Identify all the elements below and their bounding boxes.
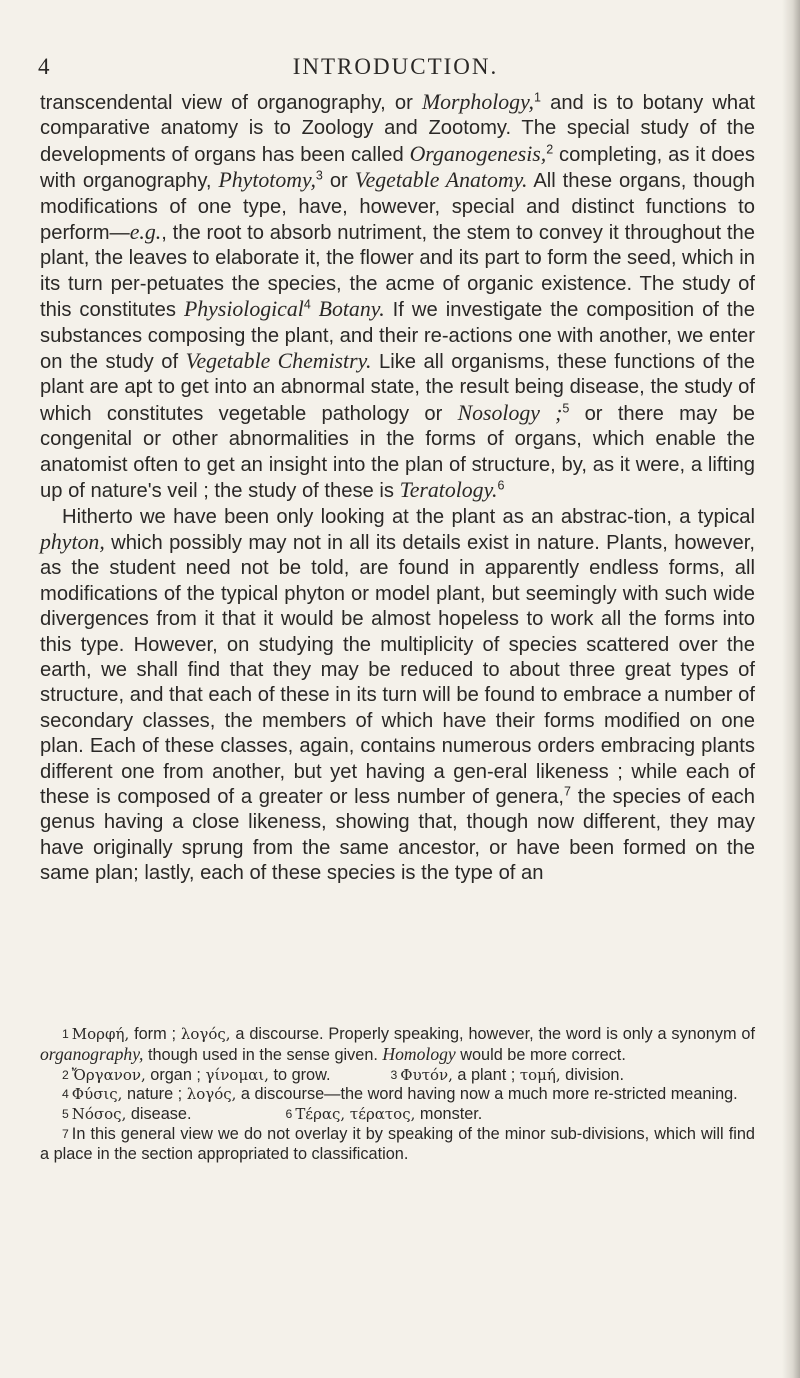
footnote-number: 5 [62,1107,69,1122]
term-nosology: Nosology ; [457,400,563,425]
footnote-ref-5: 5 [562,401,570,416]
greek-word: γίνομαι, [205,1065,269,1084]
greek-word: τομή, [519,1065,561,1084]
text-run: the species of each genus having a close likeness, showing that, though now different, they may have originally sprung from the same ancestor, or have been formed on the same plan; lastly, each of these species is the type of an [40,785,755,885]
footnote-number: 2 [62,1067,69,1082]
text-run: a plant ; [452,1065,520,1084]
footnote-ref-6: 6 [497,478,505,493]
text-run: or [322,170,355,193]
greek-word: Νόσος, [71,1105,127,1124]
footnotes [40,1025,755,1165]
text-run: All these organs, though modifications of one type, have, however, special and distinct functions to perform— [40,170,755,245]
text-run: Like all organisms, these functions of the plant are apt to get into an abnormal state, the result being disease, the study of which constitutes vegetable pathology or [40,351,755,425]
term-eg: e.g. [129,220,162,245]
term-organogenesis: Organogenesis, [409,141,547,166]
footnote-2-and-3 [40,1066,755,1086]
text-run: would be more correct. [455,1045,626,1064]
text-run: a discourse. Properly speaking, however, the word is only a synonym of [230,1025,755,1043]
greek-word: Φυτόν, [400,1065,453,1084]
greek-word: Φύσις, [71,1085,123,1104]
term-teratology: Teratology. [399,478,498,503]
text-run: , the root to absorb nutriment, the stem to convey it throughout the plant, the leaves to elaborate it, the flower and its part to form the seed, which in its turn per-petuates the species, the acme of organic existence. The study of this constitutes [40,222,755,322]
greek-word: Ὄργανον, [71,1065,146,1084]
page-edge-shadow [782,0,800,1378]
term-physiological: Physiological [183,297,304,322]
footnote-ref-2: 2 [546,142,554,157]
footnote-ref-4: 4 [303,297,311,312]
footnote-number: 1 [62,1027,69,1041]
term-vegetable-chemistry: Vegetable Chemistry. [185,349,372,374]
text-run: disease. [126,1105,192,1124]
text-run: which possibly may not in all its details exist in nature. Plants, however, as the student need not be told, are found in apparently endless forms, all modifications of the typical phyton or model plant, but seemingly with such wide divergences from it that it would be almost hopeless to work all the forms into this type. However, on studying the multiplicity of species scattered over the earth, we shall find that they may be reduced to about three great types of structure, and that each of these in its turn will be found to embrace a number of secondary classes, the members of which have their forms modified on one plan. Each of these classes, again, contains numerous orders embracing plants different one from another, but yet having a gen-eral likeness ; while each of these is composed of a greater or less number of genera, [40,531,755,808]
text-run: Hitherto we have been only looking at the plant as an abstrac-tion, a typical [62,505,755,528]
paragraph-1 [40,90,755,505]
term-botany: Botany. [310,297,385,322]
text-run: nature ; [122,1085,187,1104]
footnote-ref-1: 1 [534,90,541,105]
footnote-number: 4 [62,1087,69,1102]
text-run: a discourse—the word having now a much more re-stricted meaning. [236,1085,738,1104]
page-number: 4 [38,54,51,79]
text-run: In this general view we do not overlay it by speaking of the minor sub-divisions, which will find a place in the section appropriated to classification. [40,1124,755,1163]
text-run: to grow. [268,1065,331,1084]
text-run: though used in the sense given. [143,1045,383,1064]
page-header [38,54,753,84]
footnote-7 [40,1125,755,1165]
text-run: division. [560,1065,625,1084]
term-organography: organography, [40,1043,144,1064]
term-homology: Homology [382,1043,456,1064]
footnote-5-and-6 [40,1105,755,1125]
term-phytotomy: Phytotomy, [218,168,316,193]
paragraph-2 [40,505,755,887]
text-run: transcendental view of organography, or [40,92,422,114]
body-text [40,90,755,887]
text-run: and is to botany what comparative anatomy is to Zoology and Zootomy. The special study of the developments of organs has been called [40,92,755,166]
running-head: INTRODUCTION. [292,54,499,79]
footnote-number: 3 [390,1067,398,1082]
footnote-number: 6 [285,1107,293,1122]
term-phyton: phyton, [40,529,105,554]
footnote-ref-3: 3 [315,168,323,183]
term-vegetable-anatomy: Vegetable Anatomy. [354,168,528,193]
footnote-ref-7: 7 [564,784,571,799]
text-run: form ; [129,1025,181,1043]
footnote-number: 7 [62,1126,69,1141]
text-run: If we investigate the composition of the substances composing the plant, and their re-actions one with another, we enter on the study of [40,299,756,374]
text-run: or there may be congenital or other abnormalities in the forms of organs, which enable the anatomist often to get an insight into the plan of structure, by, as it were, a lifting up of nature's veil ; the study of these is [40,402,755,503]
greek-word: Τέρας, τέρατος, [295,1105,416,1124]
text-run: organ ; [145,1065,206,1084]
greek-word: Μορφή, [71,1025,130,1043]
greek-word: λογός, [186,1085,237,1104]
footnote-4 [40,1085,755,1105]
term-morphology: Morphology, [421,90,534,114]
greek-word: λογός, [180,1025,231,1043]
text-run: completing, as it does with organography, [40,143,755,193]
text-run: monster. [415,1105,483,1124]
footnote-1 [40,1025,755,1066]
